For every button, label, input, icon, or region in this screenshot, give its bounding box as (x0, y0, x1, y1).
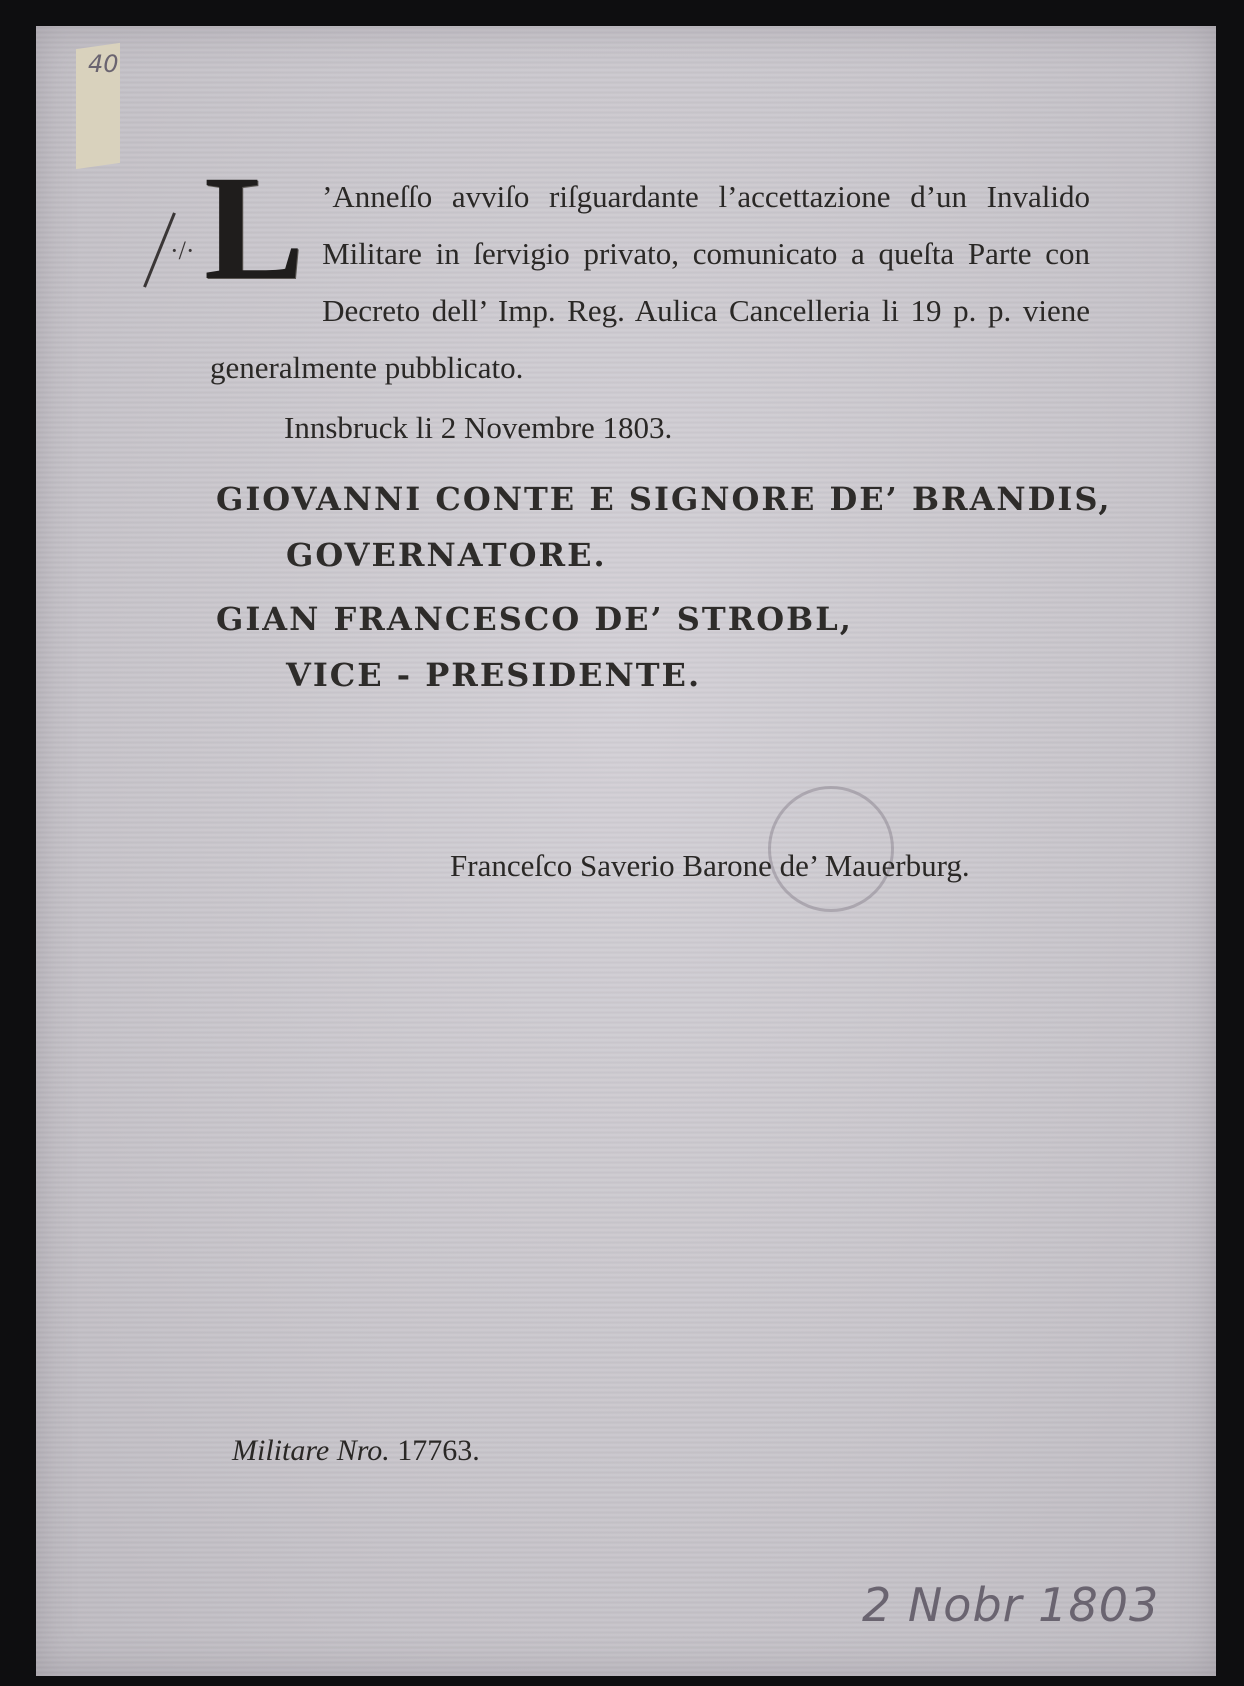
handwritten-date-note: 2 Nobr 1803 (862, 1578, 1160, 1632)
notice-body: ’Anneſſo avviſo riſguardante l’accettazione d’un Invalido Militare in ſervigio privato, comunicato a queſta Parte con Decreto dell’ Imp. Reg. Aulica Cancelleria li 19 p. p. viene generalmente pubblicato. (210, 179, 1090, 385)
signatory-governor-title: GOVERNATORE. (286, 536, 607, 574)
folio-number: 40 (88, 50, 119, 78)
signatory-vice-president-title: VICE - PRESIDENTE. (286, 656, 702, 694)
signatory-vice-president-name: GIAN FRANCESCO DE’ STROBL, (216, 600, 853, 638)
reference-number: 17763. (397, 1434, 480, 1467)
reference-footer (232, 1434, 480, 1468)
dropcap-letter: L (204, 145, 305, 311)
date-line: Innsbruck li 2 Novembre 1803. (284, 410, 673, 445)
reference-label: Militare Nro. (232, 1434, 390, 1467)
margin-dots: ·/· (170, 236, 195, 265)
clerk-signature: Franceſco Saverio Barone de’ Mauerburg. (450, 848, 970, 883)
notice-paragraph (204, 145, 1090, 396)
signatory-governor-name: GIOVANNI CONTE E SIGNORE DE’ BRANDIS, (216, 480, 1112, 518)
